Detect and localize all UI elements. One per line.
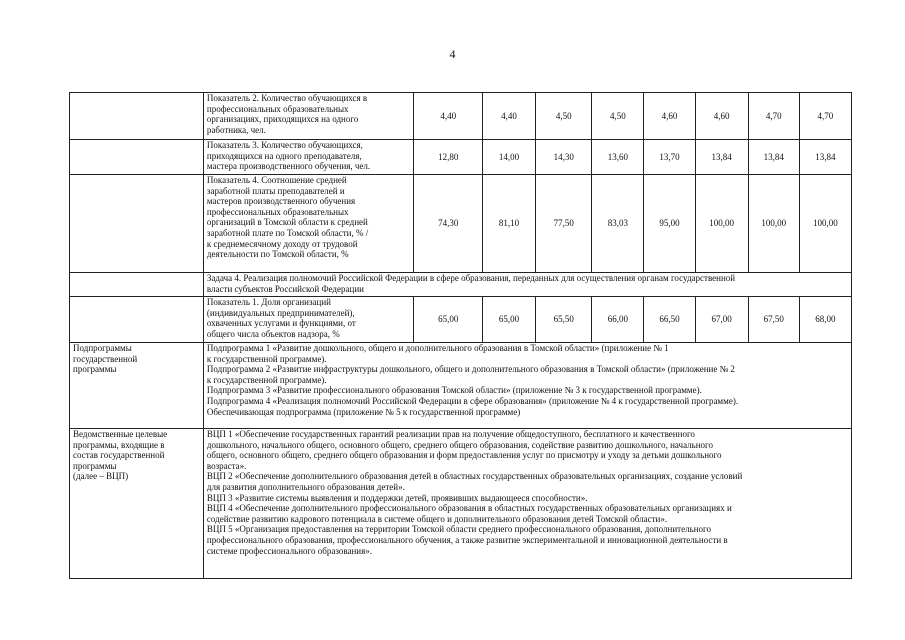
empty-label-cell <box>70 140 204 175</box>
indicator-value: 4,40 <box>482 93 535 140</box>
indicator-description: Показатель 4. Соотношение средней заработной платы преподавателей и мастеров производственного обучения профессиональных образовательных организаций в Томской области к средней заработной плате по Томской области, % / к среднемесячному доходу от трудовой деятельности по Томской области, % <box>203 175 414 273</box>
empty-label-cell <box>70 175 204 273</box>
indicator-description: Показатель 1. Доля организаций (индивидуальных предпринимателей), охваченных услугами и функциями, от общего числа объектов надзора, % <box>203 297 414 343</box>
indicator-value: 13,70 <box>644 140 695 175</box>
vcp-list: ВЦП 1 «Обеспечение государственных гарантий реализации прав на получение общедоступного, бесплатного и качественного дошкольного, начального общего, основного общего, среднего общего образования, содействие развитию дошкольного, начального общего, основного общего, среднего общего образования и форм предоставления услуг по присмотру и уходу за детьми дошкольного возраста». ВЦП 2 «Обеспечение дополнительного образования детей в областных государственных образовательных организациях, создание условий для развития дополнительного образования детей». ВЦП 3 «Развитие системы выявления и поддержки детей, проявивших выдающееся способности». ВЦП 4 «Обеспечение дополнительного профессионального образования в областных государственных образовательных организациях и содействие развитию кадрового потенциала в системе общего и дополнительного образования детей Томской области». ВЦП 5 «Организация предоставления на территории Томской области среднего профессионального образования, дополнительного профессионального образования, профессионального обучения, а также развитие экспериментальной и инновационной деятельности в системе профессионального образования». <box>203 429 851 579</box>
indicator-value: 14,30 <box>536 140 592 175</box>
indicator-value: 13,84 <box>748 140 799 175</box>
empty-label-cell <box>70 297 204 343</box>
indicator-value: 68,00 <box>799 297 851 343</box>
table-row <box>70 297 852 343</box>
indicator-value: 14,00 <box>482 140 535 175</box>
indicator-value: 81,10 <box>482 175 535 273</box>
indicator-value: 67,50 <box>748 297 799 343</box>
table-row <box>70 429 852 579</box>
indicator-value: 66,50 <box>644 297 695 343</box>
indicator-value: 66,00 <box>592 297 644 343</box>
indicator-value: 65,50 <box>536 297 592 343</box>
indicator-value: 77,50 <box>536 175 592 273</box>
indicator-value: 100,00 <box>695 175 748 273</box>
indicator-value: 4,50 <box>536 93 592 140</box>
indicator-value: 65,00 <box>414 297 482 343</box>
indicator-value: 13,84 <box>695 140 748 175</box>
indicator-value: 74,30 <box>414 175 482 273</box>
indicator-value: 4,70 <box>799 93 851 140</box>
table-row <box>70 175 852 273</box>
page-number: 4 <box>449 47 456 61</box>
table-row <box>70 273 852 297</box>
indicator-value: 4,40 <box>414 93 482 140</box>
empty-label-cell <box>70 93 204 140</box>
indicator-value: 67,00 <box>695 297 748 343</box>
subprograms-label: Подпрограммы государственной программы <box>70 343 204 429</box>
indicator-value: 100,00 <box>799 175 851 273</box>
indicator-value: 83,03 <box>592 175 644 273</box>
table-row <box>70 343 852 429</box>
table-row <box>70 93 852 140</box>
indicator-value: 13,60 <box>592 140 644 175</box>
indicator-value: 13,84 <box>799 140 851 175</box>
task-heading: Задача 4. Реализация полномочий Российской Федерации в сфере образования, переданных для осуществления органам государственной власти субъектов Российской Федерации <box>203 273 851 297</box>
indicator-value: 12,80 <box>414 140 482 175</box>
table-row <box>70 140 852 175</box>
indicator-value: 4,60 <box>695 93 748 140</box>
indicator-description: Показатель 2. Количество обучающихся в профессиональных образовательных организациях, приходящихся на одного работника, чел. <box>203 93 414 140</box>
subprograms-list: Подпрограмма 1 «Развитие дошкольного, общего и дополнительного образования в Томской области» (приложение № 1 к государственной программе). Подпрограмма 2 «Развитие инфраструктуры дошкольного, общего и дополнительного образования в Томской области» (приложение № 2 к государственной программе). Подпрограмма 3 «Развитие профессионального образования Томской области» (приложение № 3 к государственной программе). Подпрограмма 4 «Реализация полномочий Российской Федерации в сфере образования» (приложение № 4 к государственной программе). Обеспечивающая подпрограмма (приложение № 5 к государственной программе) <box>203 343 851 429</box>
indicator-value: 4,60 <box>644 93 695 140</box>
indicator-value: 4,70 <box>748 93 799 140</box>
indicator-value: 100,00 <box>748 175 799 273</box>
indicator-value: 95,00 <box>644 175 695 273</box>
vcp-label: Ведомственные целевые программы, входящие в состав государственной программы (далее – ВЦП) <box>70 429 204 579</box>
program-passport-table <box>69 92 852 579</box>
empty-label-cell <box>70 273 204 297</box>
indicator-value: 4,50 <box>592 93 644 140</box>
indicator-value: 65,00 <box>482 297 535 343</box>
indicator-description: Показатель 3. Количество обучающихся, приходящихся на одного преподавателя, мастера производственного обучения, чел. <box>203 140 414 175</box>
